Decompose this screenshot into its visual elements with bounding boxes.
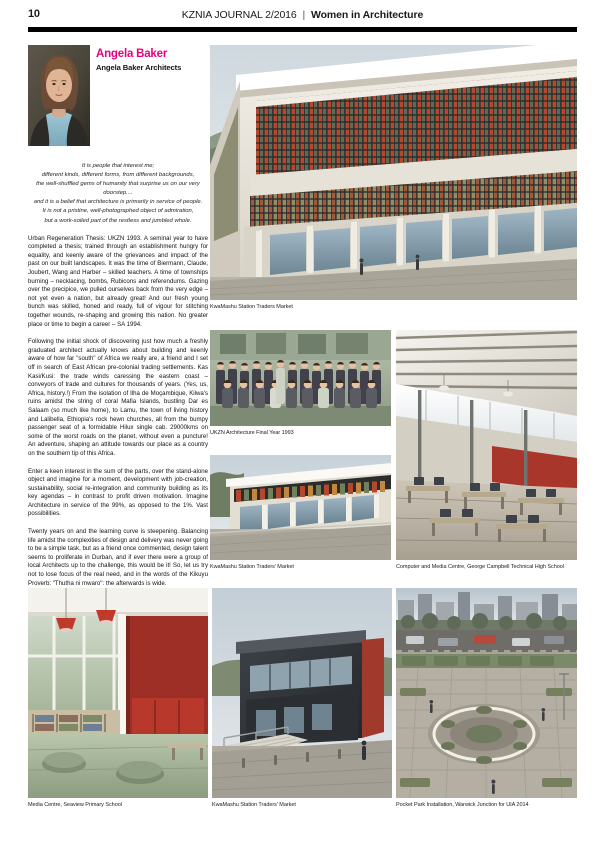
- figure-caption: Pocket Park Installation, Warwick Junction for UIA 2014: [396, 801, 529, 808]
- photo-library-interior: [28, 588, 208, 798]
- poem-line: but a work-soiled part of the restless and jumbled whole.: [44, 217, 192, 224]
- author-name: Angela Baker: [96, 48, 168, 60]
- running-head-separator: |: [302, 9, 306, 21]
- avatar: [28, 45, 90, 146]
- poem-line: the well-shuffled gems of humanity that surprise us on our very doorstep....: [36, 181, 200, 197]
- photo-market-facade: [210, 45, 577, 300]
- author-firm: Angela Baker Architects: [96, 63, 182, 72]
- figure-computer-and-media-centre-george-campbell: [396, 330, 577, 571]
- figure-caption: UKZN Architecture Final Year 1993: [210, 429, 294, 436]
- photo-media-centre-interior: [396, 330, 577, 560]
- photo-class-group: [210, 330, 391, 426]
- pull-quote-poem: [28, 162, 208, 226]
- issue-theme: Women in Architecture: [310, 9, 424, 21]
- running-head: [0, 9, 605, 21]
- photo-market-street: [210, 455, 391, 560]
- poem-line: and it is a belief that architecture is primarily in service of people.: [33, 199, 203, 206]
- figure-kwamashu-station-traders-market-bottom: [212, 588, 392, 809]
- article-paragraph: Twenty years on and the learning curve is steepening. Balancing life amidst the complexities of design and delivery was never going to be a simple task, but as a friend once commented, design talent seems to proliferate in Durban, and if ever there were a group of local Architects up to the challenge, this would be it! So, let us try not to lose focus of the real need, and in the words of the Kikuyu Proverb: "Thutha ni mwaro": the afterwards is wide.: [28, 528, 208, 587]
- figure-ukzn-architecture-final-year-1993: [210, 330, 391, 437]
- poem-line: It is not a pristine, well-photographed object of admiration,: [42, 208, 194, 215]
- article-paragraph: Following the initial shock of discovering just how much a freshly graduated architect actually knows about building and keenly aware of how far "south" of Africa we really are, a friend and I set off in search of East African pre-colonial trading settlements. Kas Kasi/Kusi: the trade winds caressing the eastern coast – conveyors of trade and cultures for thousands of years. (Yes, us, Africa, history.!) From the isolation of Ilha de Moçambique, Kilwa's ruins amidst the string of coral Mafia Islands, bustling Dar es Salaam (so much like home), to Lamu, the town of living history and Lalibella, Ethiopia's rock hewn churches, all from the bumpy passenger seat of a formidable Hilux single cab. 29000kms on some of the worst roads on the planet, without even a puncture! An adventure, shaping an attitude towards our place as a country on the southern tip of this Africa.: [28, 338, 208, 457]
- photo-market-entrance: [212, 588, 392, 798]
- article-paragraph: Enter a keen interest in the sum of the parts, over the stand-alone object and imagine for a moment, development with job-creation, sustainability, social re-integration and community building as its key agendas – in contrast to profit driven motivation. Imagine Architecture in service of the 99%, as opposed to the 1%. Vast possibilities.: [28, 467, 208, 518]
- page-header: [0, 0, 605, 30]
- figure-pocket-park-installation-warwick-junction: [396, 588, 577, 809]
- figure-caption: KwaMashu Station Traders' Market: [210, 563, 294, 570]
- article-text-column: [28, 45, 208, 588]
- journal-title: KZNIA JOURNAL 2/2016: [181, 9, 297, 21]
- header-rule: [28, 27, 577, 32]
- poem-line: different kinds, different forms, from different backgrounds,: [41, 172, 195, 179]
- author-block: [28, 45, 208, 146]
- figure-caption: KwaMashu Station Traders Market: [210, 303, 293, 310]
- figure-caption: Computer and Media Centre, George Campbell Technical High School: [396, 563, 564, 570]
- poem-line: It is people that interest me;: [81, 163, 155, 169]
- photo-pocket-park-aerial: [396, 588, 577, 798]
- figure-kwamashu-station-traders-market-large: [210, 45, 577, 311]
- figure-media-centre-seaview-primary-school: [28, 588, 208, 809]
- article-body: [28, 235, 208, 589]
- figure-caption: KwaMashu Station Traders' Market: [212, 801, 296, 808]
- figure-kwamashu-station-traders-market-mid: [210, 455, 391, 571]
- article-paragraph: Urban Regeneration Thesis: UKZN 1993. A seminal year to have completed a thesis; trained through an establishment hungry for equality, and keenly aware of the grievances and impact of the past on our built landscapes. It was the time of Biermann, Claude, Joubert, Wang and Harber – skilled teachers. A time of townships burning – necklacing, bombs, Rubicons and referendums. Gazing over the precipice, we pulled ourselves back from the very edge – not yet even a nation, but already great! And our fresh young bunch was skilled, honed and ready, full of vigour for stitching together wounds, re-shaping and growing this nation. No greater place or time to begin a career – SA 1994.: [28, 234, 208, 328]
- page-number: 10: [28, 8, 40, 20]
- figure-caption: Media Centre, Seaview Primary School: [28, 801, 122, 808]
